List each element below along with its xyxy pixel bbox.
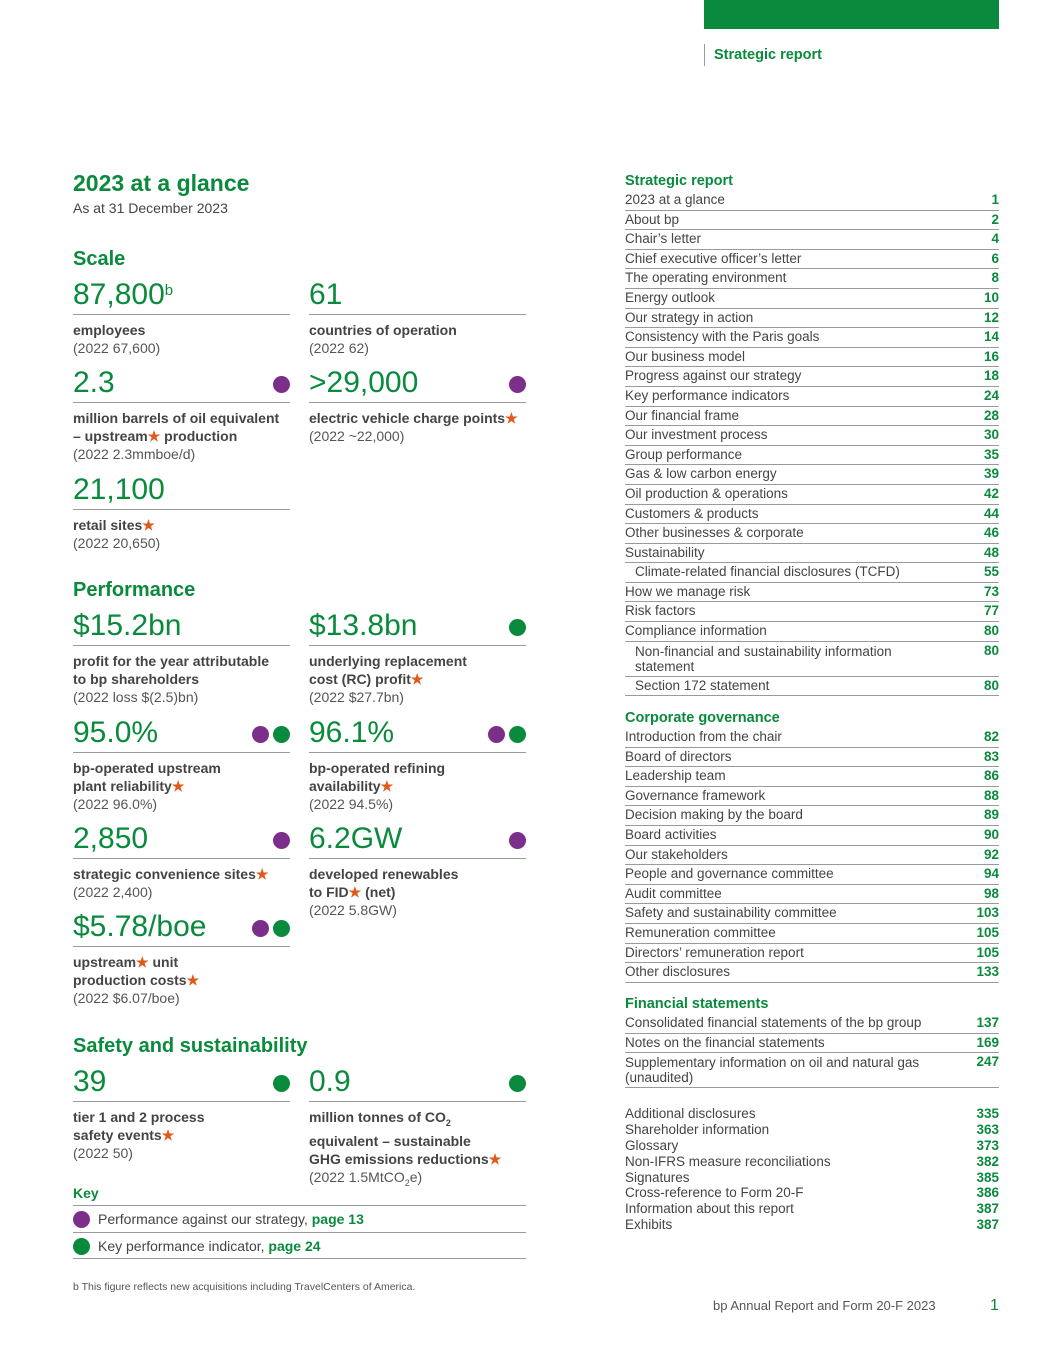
toc-item-page[interactable]: 42 xyxy=(983,485,999,501)
toc-item[interactable] xyxy=(625,1014,999,1034)
stat-renewables xyxy=(309,820,526,919)
toc-item-title: Group performance xyxy=(625,446,743,462)
page-link[interactable]: page 24 xyxy=(268,1238,321,1254)
key-item-strategy: Performance against our strategy, page 13 xyxy=(73,1205,526,1232)
stat-value: 96.1% xyxy=(309,714,526,753)
toc-item-page[interactable]: 88 xyxy=(983,787,999,803)
stat-value: $5.78/boe xyxy=(73,908,290,947)
toc-item[interactable] xyxy=(625,787,999,807)
toc-item-page[interactable]: 105 xyxy=(976,944,999,960)
toc-item[interactable] xyxy=(625,250,999,270)
page-number: 1 xyxy=(990,1297,999,1314)
toc-item[interactable] xyxy=(625,1106,999,1122)
toc-item[interactable] xyxy=(625,211,999,231)
toc-item[interactable] xyxy=(625,642,999,677)
toc-item-page[interactable]: 86 xyxy=(983,768,999,784)
stat-ev-charge-points xyxy=(309,364,526,445)
toc-item-title: Our investment process xyxy=(625,427,768,443)
toc-item[interactable] xyxy=(625,407,999,427)
stat-previous: (2022 96.0%) xyxy=(73,796,158,812)
indicator-dots xyxy=(509,832,526,849)
toc-item-page[interactable]: 6 xyxy=(991,250,999,266)
section-tab[interactable]: Strategic report xyxy=(704,44,822,66)
stat-previous: (2022 94.5%) xyxy=(309,796,394,812)
stat-previous: (2022 loss $(2.5)bn) xyxy=(73,689,199,705)
stat-label: million barrels of oil equivalent – upstream★ production xyxy=(73,410,280,444)
toc-item-page[interactable]: 98 xyxy=(983,885,999,901)
toc-item-title: Remuneration committee xyxy=(625,924,776,940)
toc-additional xyxy=(625,1106,999,1233)
toc-item-page[interactable]: 92 xyxy=(983,846,999,862)
toc-item[interactable] xyxy=(625,826,999,846)
toc-item-title: Chief executive officer’s letter xyxy=(625,250,802,266)
stat-rc-profit xyxy=(309,607,526,706)
indicator-dots xyxy=(509,376,526,393)
toc-heading: Corporate governance xyxy=(625,710,780,726)
strategy-indicator-icon xyxy=(273,376,290,393)
toc-item[interactable] xyxy=(625,1185,999,1201)
toc-item-page[interactable]: 82 xyxy=(983,729,999,744)
toc-item-page[interactable]: 247 xyxy=(976,1054,999,1070)
toc-item[interactable] xyxy=(625,1053,999,1088)
toc-item-page[interactable]: 14 xyxy=(983,329,999,345)
toc-item-title: How we manage risk xyxy=(625,583,751,599)
section-heading-performance: Performance xyxy=(73,579,196,601)
toc-item-page[interactable]: 30 xyxy=(983,427,999,443)
toc-financial-statements xyxy=(625,995,999,1088)
toc-list xyxy=(625,191,999,696)
toc-item[interactable] xyxy=(625,944,999,964)
toc-item-title: People and governance committee xyxy=(625,866,834,882)
star-icon: ★ xyxy=(161,1127,175,1143)
stat-unit-production-costs xyxy=(73,908,290,1007)
stat-label: countries of operation xyxy=(309,322,457,338)
toc-item-page[interactable]: 18 xyxy=(983,368,999,384)
toc-item-page[interactable]: 44 xyxy=(983,505,999,521)
toc-item-page[interactable]: 169 xyxy=(976,1034,999,1050)
stat-previous: (2022 $6.07/boe) xyxy=(73,990,180,1006)
stat-previous: (2022 50) xyxy=(73,1145,133,1161)
toc-item[interactable] xyxy=(625,904,999,924)
toc-item-title: Section 172 statement xyxy=(635,677,770,693)
footer-report-title: bp Annual Report and Form 20-F 2023 xyxy=(713,1298,936,1313)
stat-value: $15.2bn xyxy=(73,607,290,646)
star-icon: ★ xyxy=(147,428,161,444)
toc-item[interactable] xyxy=(625,505,999,525)
toc-item-page[interactable]: 133 xyxy=(976,964,999,980)
stat-process-safety-events xyxy=(73,1063,290,1162)
kpi-indicator-icon xyxy=(509,726,526,743)
stat-refining-availability xyxy=(309,714,526,813)
toc-heading: Strategic report xyxy=(625,173,733,189)
stat-previous: (2022 5.8GW) xyxy=(309,902,397,918)
star-icon: ★ xyxy=(380,778,394,794)
stat-label: underlying replacement cost (RC) profit★ xyxy=(309,653,467,687)
toc-item-title: Consistency with the Paris goals xyxy=(625,329,820,345)
toc-item-title: Non-IFRS measure reconciliations xyxy=(625,1153,831,1169)
toc-item-title: Shareholder information xyxy=(625,1121,770,1137)
toc-item[interactable] xyxy=(625,924,999,944)
toc-item-page[interactable]: 94 xyxy=(983,866,999,882)
toc-item-title: About bp xyxy=(625,211,680,227)
toc-item-title: Non-financial and sustainability information statement xyxy=(635,643,892,674)
stat-label: upstream★ unit production costs★ xyxy=(73,954,200,988)
stat-previous: (2022 $27.7bn) xyxy=(309,689,404,705)
stat-value: 95.0% xyxy=(73,714,290,753)
stat-label: bp-operated refining availability★ xyxy=(309,760,446,794)
toc-item-title: Directors’ remuneration report xyxy=(625,944,804,960)
toc-item[interactable] xyxy=(625,289,999,309)
toc-item-page[interactable]: 387 xyxy=(976,1201,999,1217)
toc-list xyxy=(625,728,999,983)
toc-item[interactable] xyxy=(625,1170,999,1186)
toc-item-title: Cross-reference to Form 20-F xyxy=(625,1185,804,1201)
toc-item[interactable] xyxy=(625,1138,999,1154)
toc-item[interactable] xyxy=(625,846,999,866)
toc-item-page[interactable]: 77 xyxy=(983,603,999,619)
indicator-dots xyxy=(252,726,290,743)
toc-item-title: Customers & products xyxy=(625,505,759,521)
strategy-indicator-icon xyxy=(252,920,269,937)
star-icon: ★ xyxy=(186,972,200,988)
toc-item-title: Decision making by the board xyxy=(625,807,803,823)
toc-item-page[interactable]: 1 xyxy=(991,192,999,207)
stat-previous: (2022 2,400) xyxy=(73,884,153,900)
toc-item-title: Risk factors xyxy=(625,603,696,619)
toc-corporate-governance xyxy=(625,709,999,983)
toc-item-page[interactable]: 10 xyxy=(983,289,999,305)
strategy-indicator-icon xyxy=(252,726,269,743)
toc-item-title: Notes on the financial statements xyxy=(625,1034,825,1050)
stat-label: bp-operated upstream plant reliability★ xyxy=(73,760,221,794)
toc-item[interactable] xyxy=(625,1201,999,1217)
toc-item-page[interactable]: 89 xyxy=(983,807,999,823)
toc-item-title: Safety and sustainability committee xyxy=(625,905,837,921)
toc-item-page[interactable]: 335 xyxy=(976,1106,999,1121)
toc-item-title: Board of directors xyxy=(625,748,732,764)
section-heading-scale: Scale xyxy=(73,248,126,270)
indicator-dots xyxy=(273,376,290,393)
toc-item[interactable] xyxy=(625,269,999,289)
toc-item[interactable] xyxy=(625,963,999,983)
toc-item-title: Climate-related financial disclosures (TCFD) xyxy=(635,564,900,580)
toc-item-page[interactable]: 2 xyxy=(991,211,999,227)
indicator-dots xyxy=(509,619,526,636)
stat-value: 2.3 xyxy=(73,364,290,403)
key-item-kpi: Key performance indicator, page 24 xyxy=(73,1232,526,1259)
toc-item-page[interactable]: 90 xyxy=(983,826,999,842)
toc-item[interactable] xyxy=(625,230,999,250)
indicator-dots xyxy=(273,832,290,849)
toc-item-page[interactable]: 386 xyxy=(976,1185,999,1201)
toc-item[interactable] xyxy=(625,465,999,485)
toc-item-title: Our business model xyxy=(625,348,746,364)
star-icon: ★ xyxy=(171,778,185,794)
toc-item-page[interactable]: 80 xyxy=(983,642,999,658)
stat-employees xyxy=(73,276,290,357)
stat-previous: (2022 1.5MtCO$_2$e) xyxy=(309,1168,423,1188)
stat-label: employees xyxy=(73,322,146,338)
stat-previous: (2022 20,650) xyxy=(73,535,161,551)
kpi-indicator-icon xyxy=(273,920,290,937)
toc-item[interactable] xyxy=(625,563,999,583)
toc-item[interactable] xyxy=(625,1034,999,1054)
toc-item[interactable] xyxy=(625,677,999,697)
stat-value: 21,100 xyxy=(73,471,290,510)
toc-item-title: Our stakeholders xyxy=(625,846,728,862)
toc-item[interactable] xyxy=(625,602,999,622)
toc-item-page[interactable]: 55 xyxy=(983,564,999,580)
footnote-marker: b xyxy=(164,282,174,299)
toc-item-page[interactable]: 35 xyxy=(983,446,999,462)
toc-item[interactable] xyxy=(625,748,999,768)
toc-item[interactable] xyxy=(625,191,999,211)
star-icon: ★ xyxy=(488,1150,502,1167)
toc-item-title: Compliance information xyxy=(625,623,767,639)
stat-value: 87,800$^b$ xyxy=(73,276,290,315)
toc-item[interactable] xyxy=(625,328,999,348)
toc-item-title: Sustainability xyxy=(625,544,705,560)
toc-item-title: Leadership team xyxy=(625,768,726,784)
toc-item-title: Consolidated financial statements of the bp group xyxy=(625,1015,922,1030)
toc-item[interactable] xyxy=(625,1217,999,1233)
indicator-dots xyxy=(488,726,526,743)
toc-item-page[interactable]: 12 xyxy=(983,309,999,325)
kpi-indicator-icon xyxy=(509,1075,526,1092)
toc-item[interactable] xyxy=(625,1122,999,1138)
top-brand-bar xyxy=(704,0,999,29)
toc-item[interactable] xyxy=(625,583,999,603)
toc-item-title: Progress against our strategy xyxy=(625,368,802,384)
toc-item-page[interactable]: 39 xyxy=(983,466,999,482)
toc-item-title: Oil production & operations xyxy=(625,485,788,501)
key-divider xyxy=(73,1258,526,1259)
toc-item-title: Exhibits xyxy=(625,1217,673,1233)
toc-item[interactable] xyxy=(625,806,999,826)
indicator-dots xyxy=(509,1075,526,1092)
stat-label: million tonnes of $CO_2$ equivalent – sustainable GHG emissions reductions★ xyxy=(309,1109,502,1167)
toc-item-title: Signatures xyxy=(625,1169,690,1185)
stat-label: retail sites★ xyxy=(73,517,155,533)
kpi-indicator-icon xyxy=(273,1075,290,1092)
star-icon: ★ xyxy=(348,884,362,900)
toc-item[interactable] xyxy=(625,1154,999,1170)
toc-item-page[interactable]: 387 xyxy=(976,1217,999,1233)
toc-item-page[interactable]: 137 xyxy=(976,1015,999,1030)
toc-item-title: Additional disclosures xyxy=(625,1106,756,1121)
page-link[interactable]: page 13 xyxy=(311,1211,364,1227)
toc-list xyxy=(625,1106,999,1233)
star-icon: ★ xyxy=(410,671,424,687)
toc-item-page[interactable]: 80 xyxy=(983,677,999,693)
stat-label: tier 1 and 2 process safety events★ xyxy=(73,1109,205,1143)
toc-item-page[interactable]: 8 xyxy=(991,270,999,286)
toc-item[interactable] xyxy=(625,767,999,787)
stat-label: developed renewables to FID★ (net) xyxy=(309,866,459,900)
toc-item-title: Energy outlook xyxy=(625,289,716,305)
stat-countries xyxy=(309,276,526,357)
strategy-indicator-icon xyxy=(273,832,290,849)
toc-item-title: Chair’s letter xyxy=(625,231,702,247)
toc-item[interactable] xyxy=(625,348,999,368)
toc-item-page[interactable]: 363 xyxy=(976,1121,999,1137)
toc-item[interactable] xyxy=(625,728,999,748)
strategy-indicator-icon xyxy=(509,376,526,393)
toc-item[interactable] xyxy=(625,622,999,642)
toc-item-title: Introduction from the chair xyxy=(625,729,782,744)
toc-item-title: Our financial frame xyxy=(625,407,740,423)
key-heading: Key xyxy=(73,1185,99,1201)
stat-value: 2,850 xyxy=(73,820,290,859)
stat-plant-reliability xyxy=(73,714,290,813)
stat-convenience-sites xyxy=(73,820,290,901)
toc-item-page[interactable]: 83 xyxy=(983,748,999,764)
toc-item-page[interactable]: 24 xyxy=(983,387,999,403)
toc-item[interactable] xyxy=(625,865,999,885)
toc-item-title: Governance framework xyxy=(625,787,766,803)
stat-value: >29,000 xyxy=(309,364,526,403)
toc-item-title: Board activities xyxy=(625,826,717,842)
toc-item-title: Our strategy in action xyxy=(625,309,754,325)
toc-item-page[interactable]: 28 xyxy=(983,407,999,423)
toc-item[interactable] xyxy=(625,524,999,544)
toc-item-title: Other disclosures xyxy=(625,964,731,980)
toc-item[interactable] xyxy=(625,485,999,505)
stat-label: strategic convenience sites★ xyxy=(73,866,269,882)
stat-value: $13.8bn xyxy=(309,607,526,646)
stat-value: 61 xyxy=(309,276,526,315)
toc-item-page[interactable]: 4 xyxy=(991,231,999,247)
stat-value: 0.9 xyxy=(309,1063,526,1102)
toc-item-title: Audit committee xyxy=(625,885,722,901)
toc-item-page[interactable]: 80 xyxy=(983,623,999,639)
toc-item-page[interactable]: 46 xyxy=(983,525,999,541)
star-icon: ★ xyxy=(142,517,155,533)
toc-item-page[interactable]: 373 xyxy=(976,1137,999,1153)
strategy-indicator-icon xyxy=(73,1211,90,1228)
toc-item-title: Other businesses & corporate xyxy=(625,525,804,541)
toc-item-page[interactable]: 385 xyxy=(976,1169,999,1185)
section-heading-safety: Safety and sustainability xyxy=(73,1035,308,1057)
toc-strategic-report xyxy=(625,172,999,696)
indicator-dots xyxy=(273,1075,290,1092)
toc-item-page[interactable]: 103 xyxy=(976,905,999,921)
stat-ghg-reductions xyxy=(309,1063,526,1192)
stat-previous: (2022 62) xyxy=(309,340,369,356)
toc-item[interactable] xyxy=(625,544,999,564)
stat-previous: (2022 2.3mmboe/d) xyxy=(73,446,196,462)
star-icon: ★ xyxy=(255,866,269,882)
toc-item-page[interactable]: 48 xyxy=(983,544,999,560)
kpi-indicator-icon xyxy=(509,619,526,636)
stat-production xyxy=(73,364,290,463)
toc-list xyxy=(625,1014,999,1088)
toc-item-title: The operating environment xyxy=(625,270,787,286)
toc-item[interactable] xyxy=(625,446,999,466)
toc-item-title: Supplementary information on oil and natural gas (unaudited) xyxy=(625,1055,920,1086)
toc-item[interactable] xyxy=(625,885,999,905)
stat-value: 6.2GW xyxy=(309,820,526,859)
strategy-indicator-icon xyxy=(509,832,526,849)
kpi-indicator-icon xyxy=(73,1238,90,1255)
stat-label: electric vehicle charge points★ xyxy=(309,410,518,426)
star-icon: ★ xyxy=(505,410,518,426)
stat-previous: (2022 ~22,000) xyxy=(309,428,405,444)
stat-retail-sites xyxy=(73,471,290,552)
stat-value: 39 xyxy=(73,1063,290,1102)
toc-item-page[interactable]: 382 xyxy=(976,1153,999,1169)
toc-item[interactable] xyxy=(625,387,999,407)
toc-item-title: Gas & low carbon energy xyxy=(625,466,777,482)
toc-item-title: Key performance indicators xyxy=(625,387,790,403)
strategy-indicator-icon xyxy=(488,726,505,743)
kpi-indicator-icon xyxy=(273,726,290,743)
toc-item-page[interactable]: 16 xyxy=(983,348,999,364)
footnote: b This figure reflects new acquisitions including TravelCenters of America. xyxy=(73,1281,416,1293)
toc-item-title: Glossary xyxy=(625,1137,679,1153)
toc-item-page[interactable]: 105 xyxy=(976,924,999,940)
page-subtitle: As at 31 December 2023 xyxy=(73,200,228,216)
star-icon: ★ xyxy=(136,954,149,970)
stat-profit xyxy=(73,607,290,706)
toc-heading: Financial statements xyxy=(625,996,769,1012)
toc-item[interactable] xyxy=(625,426,999,446)
toc-item-title: Information about this report xyxy=(625,1201,794,1217)
indicator-dots xyxy=(252,920,290,937)
toc-item-title: 2023 at a glance xyxy=(625,192,725,207)
page-title: 2023 at a glance xyxy=(73,170,250,196)
toc-item[interactable] xyxy=(625,367,999,387)
stat-label: profit for the year attributable to bp shareholders xyxy=(73,653,270,687)
toc-item[interactable] xyxy=(625,309,999,329)
stat-previous: (2022 67,600) xyxy=(73,340,161,356)
toc-item-page[interactable]: 73 xyxy=(983,583,999,599)
